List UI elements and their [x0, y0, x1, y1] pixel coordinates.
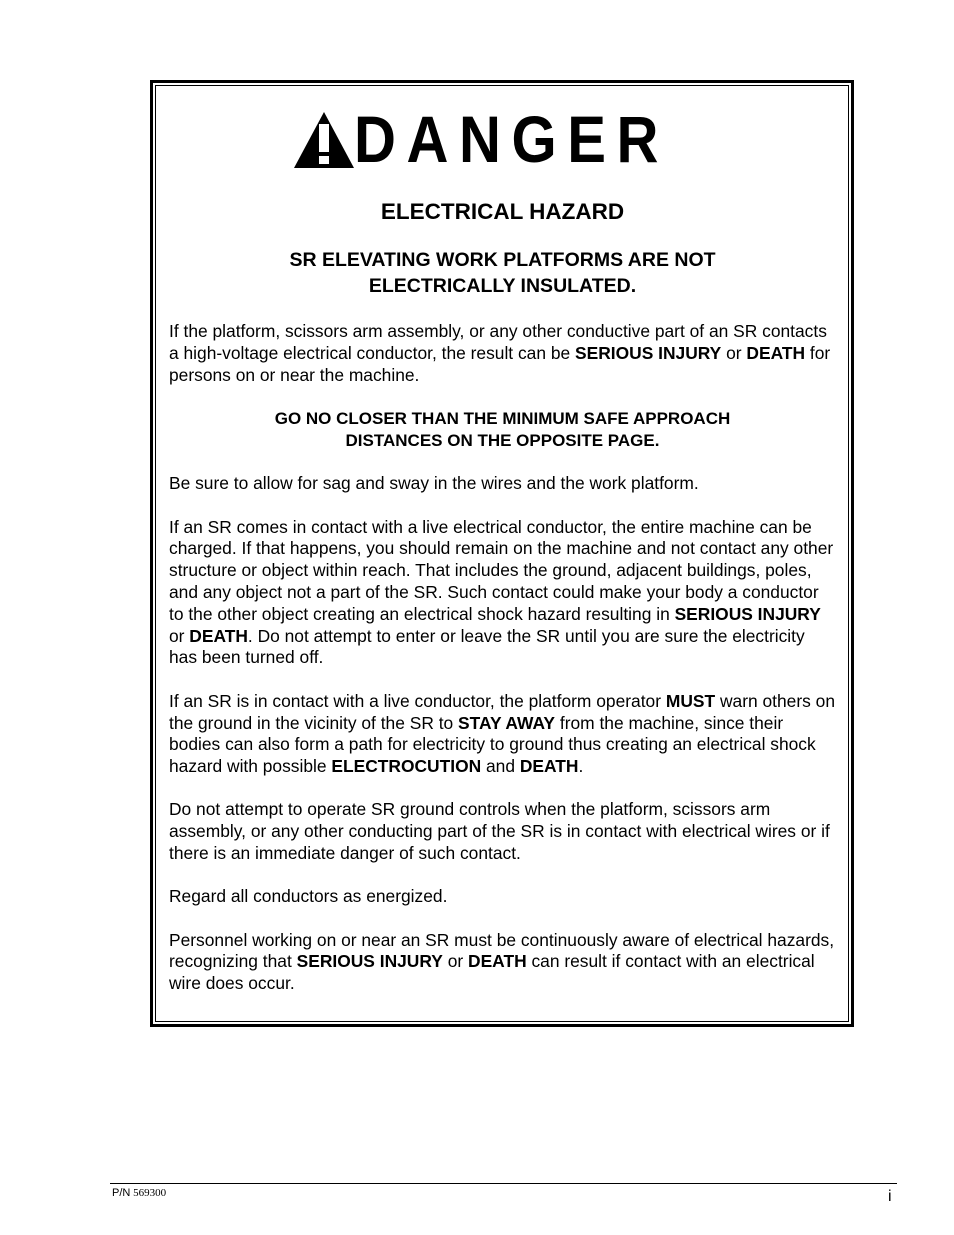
hazard-title: ELECTRICAL HAZARD: [380, 199, 625, 224]
hazard-subtitle: [169, 247, 836, 299]
notice-line1: GO NO CLOSER THAN THE MINIMUM SAFE APPROACH: [274, 408, 731, 428]
paragraph-contact-result: If the platform, scissors arm assembly, or any other conductive part of an SR contacts a high-voltage electrical conductor, the result can be SERIOUS INJURY or DEATH for persons on or near the machine.: [169, 321, 831, 385]
paragraph-ground-controls: Do not attempt to operate SR ground controls when the platform, scissors arm assembly, or any other conducting part of the SR is in contact with electrical wires or if there is an immediate danger of such contact.: [169, 799, 830, 864]
warning-content: [169, 198, 836, 1017]
paragraph-sag-sway: Be sure to allow for sag and sway in the wires and the work platform.: [169, 473, 699, 494]
emphasis-must: MUST: [665, 690, 716, 711]
emphasis-electrocution: ELECTROCUTION: [331, 756, 482, 777]
emphasis-serious-injury: SERIOUS INJURY: [575, 342, 722, 363]
paragraph-machine-charged: If an SR comes in contact with a live electrical conductor, the entire machine can be charged. If that happens, you should remain on the machine and not contact any other structure or object within reach. That includes the ground, adjacent buildings, poles, and any object not a part of the SR. Such contact could make your body a conductor to the other object creating an electrical shock hazard resulting in SERIOUS INJURY or DEATH. Do not attempt to enter or leave the SR until you are sure the electricity has been turned off.: [169, 516, 834, 668]
part-number-value: 569300: [133, 1187, 167, 1199]
notice-line2: DISTANCES ON THE OPPOSITE PAGE.: [345, 430, 660, 450]
hazard-subtitle-line1: SR ELEVATING WORK PLATFORMS ARE NOT: [289, 249, 716, 271]
emphasis-death: DEATH: [746, 342, 806, 363]
page-number: i: [888, 1188, 892, 1205]
emphasis-serious-injury: SERIOUS INJURY: [296, 951, 443, 972]
danger-header: [156, 102, 848, 178]
part-number: [112, 1187, 166, 1199]
emphasis-death: DEATH: [189, 625, 248, 646]
danger-box-inner: [155, 85, 849, 1022]
warning-triangle-icon: [292, 110, 356, 170]
paragraph-warn-others: If an SR is in contact with a live conductor, the platform operator MUST warn others on the ground in the vicinity of the SR to STAY AWAY from the machine, since their bodies can also form a path for electricity to ground thus creating an electrical shock hazard with possible ELECTROCUTION and DEATH.: [169, 690, 836, 777]
footer-divider: [110, 1183, 897, 1184]
hazard-subtitle-line2: ELECTRICALLY INSULATED.: [368, 275, 637, 297]
emphasis-serious-injury: SERIOUS INJURY: [674, 603, 821, 624]
emphasis-stay-away: STAY AWAY: [458, 712, 556, 733]
approach-distance-notice: [169, 408, 836, 452]
paragraph-awareness: Personnel working on or near an SR must be continuously aware of electrical hazards, recognizing that SERIOUS INJURY or DEATH can result if contact with an electrical wire does occur.: [169, 929, 835, 994]
paragraph-energized: Regard all conductors as energized.: [169, 886, 448, 907]
part-number-label: P/N: [112, 1187, 131, 1199]
emphasis-death: DEATH: [468, 951, 527, 972]
emphasis-death: DEATH: [519, 756, 579, 777]
danger-box: [150, 80, 854, 1027]
danger-signal-word: DANGER: [353, 102, 670, 176]
